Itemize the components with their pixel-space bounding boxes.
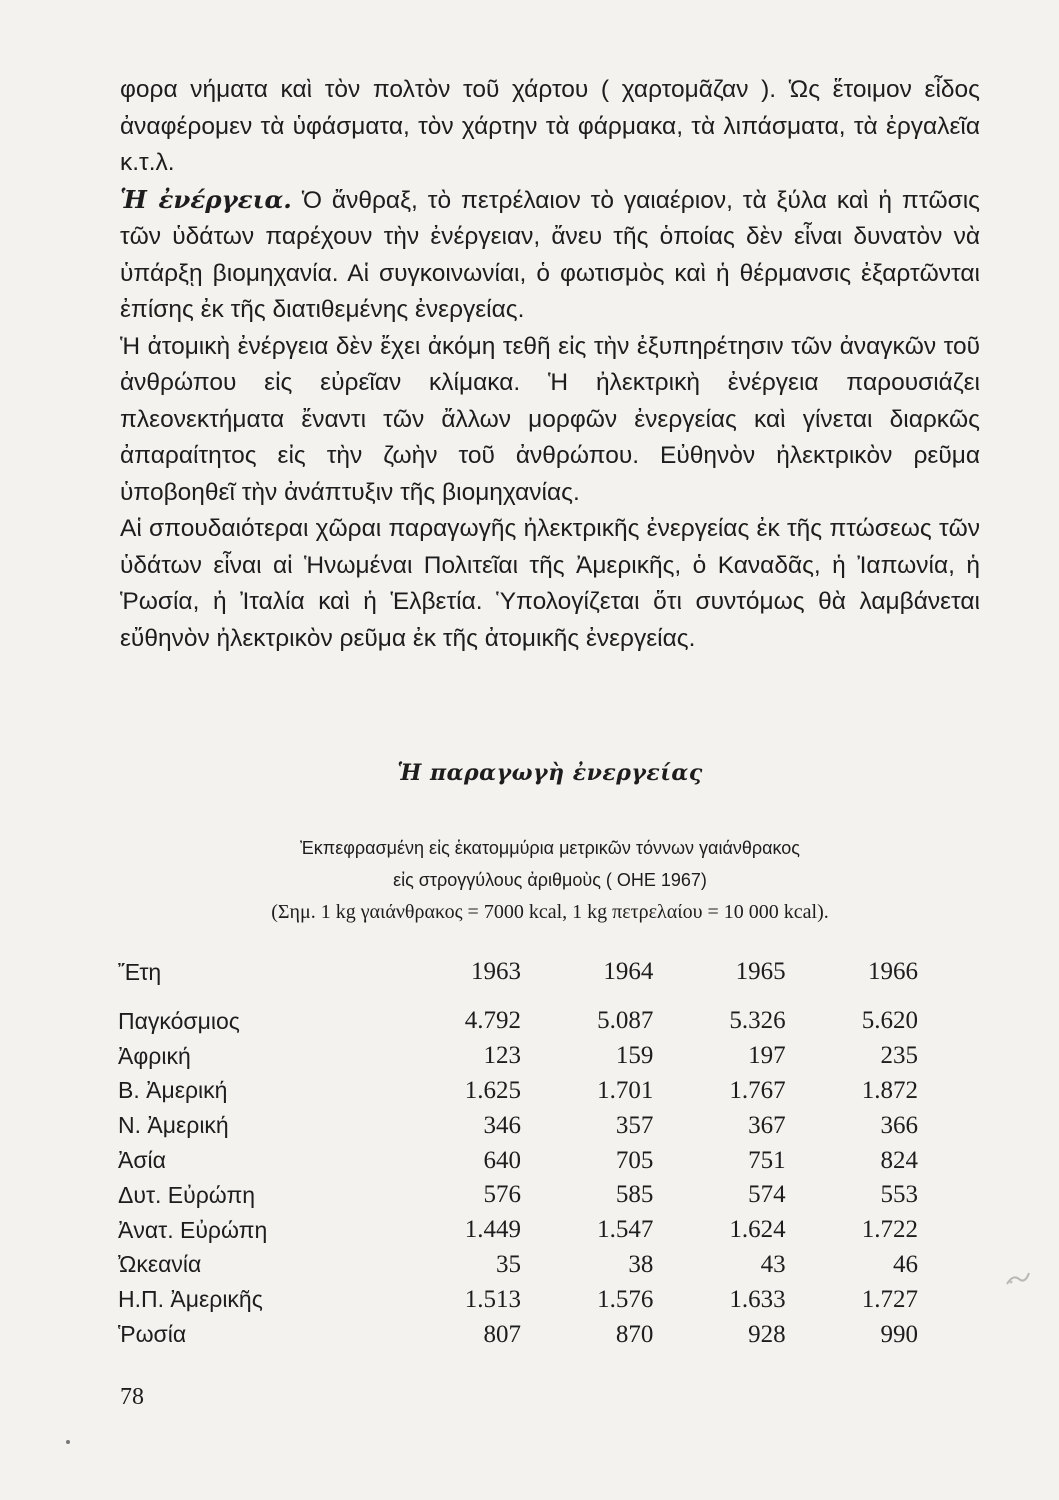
production-value: 346: [483, 1111, 521, 1139]
production-value: 1.701: [597, 1076, 654, 1104]
paragraph-1: φορα νήματα καὶ τὸν πολτὸν τοῦ χάρτου ( χαρτομᾶζαν ). Ὡς ἕτοιμον εἶδος ἀναφέρομεν τὰ ὑφάσματα, τὸν χάρτην τὰ φάρμακα, τὰ λιπάσματα, τὰ ἐργαλεῖα κ.τ.λ.: [120, 76, 980, 176]
region-name: Ἀφρική: [118, 1042, 191, 1069]
production-value: 357: [615, 1111, 654, 1139]
region-name: Δυτ. Εὐρώπη: [118, 1181, 256, 1208]
production-value: 1.625: [464, 1076, 521, 1104]
table-row: [118, 1108, 918, 1143]
table-row: [118, 1248, 918, 1283]
production-value: 807: [483, 1320, 521, 1348]
production-value: 1.633: [729, 1285, 786, 1313]
production-value: 1.727: [861, 1285, 918, 1313]
production-value: 46: [893, 1250, 918, 1278]
table-row: [118, 1143, 918, 1178]
year-header: 1963: [471, 958, 521, 985]
region-name: Ῥωσία: [118, 1321, 187, 1348]
production-value: 640: [483, 1146, 521, 1174]
inline-heading-energy: Ἡ ἐνέργεια.: [120, 184, 292, 214]
page-number: 78: [120, 1384, 144, 1410]
paragraph-atomic: Ἡ ἀτομικὴ ἐνέργεια δὲν ἔχει ἀκόμη τεθῆ εἰς τὴν ἐξυπηρέτησιν τῶν ἀναγκῶν τοῦ ἀνθρώπου εἰς εὐρεῖαν κλίμακα. Ἡ ἠλεκτρικὴ ἐνέργεια παρουσιάζει πλεονεκτήματα ἔναντι τῶν ἄλλων μορφῶν ἐνεργείας καὶ γίνεται διαρκῶς ἀπαραίτητος εἰς τὴν ζωὴν τοῦ ἀνθρώπου. Εὐθηνὸν ἠλεκτρικὸν ρεῦμα ὑποβοηθεῖ τὴν ἀνάπτυξιν τῆς βιομηχανίας.: [120, 332, 980, 506]
production-value: 870: [615, 1320, 654, 1348]
body-text: [120, 72, 980, 657]
production-value: 574: [748, 1181, 786, 1209]
production-value: 5.326: [729, 1007, 786, 1035]
paragraph-hydro: Αἱ σπουδαιότεραι χῶραι παραγωγῆς ἠλεκτρικῆς ἐνεργείας ἐκ τῆς πτώσεως τῶν ὑδάτων εἶναι αἱ Ἡνωμέναι Πολιτεῖαι τῆς Ἀμερικῆς, ὁ Καναδᾶς, ἡ Ἰαπωνία, ἡ Ῥωσία, ἡ Ἰταλία καὶ ἡ Ἑλβετία. Ὑπολογίζεται ὅτι συντόμως θὰ λαμβάνεται εὔθηνὸν ἠλεκτρικὸν ρεῦμα ἐκ τῆς ἀτομικῆς ἐνεργείας.: [120, 515, 980, 652]
production-value: 705: [615, 1146, 654, 1174]
table-row: [118, 1213, 918, 1248]
production-value: 1.767: [729, 1076, 786, 1104]
production-value: 1.576: [597, 1285, 654, 1313]
region-name: Η.Π. Ἀμερικῆς: [118, 1286, 263, 1313]
ink-smudge: [1005, 1270, 1031, 1288]
year-header: 1964: [603, 958, 654, 985]
table-row: [118, 1074, 918, 1109]
production-value: 576: [483, 1181, 521, 1209]
region-name: Ἀσία: [118, 1147, 166, 1174]
table-row: [118, 1282, 918, 1317]
table-spacer: [118, 992, 918, 1004]
production-value: 1.547: [597, 1216, 654, 1244]
production-value: 123: [483, 1042, 521, 1070]
region-name: Ν. Ἀμερική: [118, 1112, 229, 1139]
production-value: 5.620: [861, 1007, 918, 1035]
paragraph-energy: [120, 182, 980, 329]
production-value: 1.872: [861, 1076, 918, 1104]
production-value: 1.624: [729, 1216, 786, 1244]
production-value: 1.513: [464, 1285, 521, 1313]
production-value: 43: [760, 1250, 786, 1278]
production-value: 990: [880, 1320, 918, 1348]
paragraph-energy-text: Ὁ ἄνθραξ, τὸ πετρέλαιον τὸ γαιαέριον, τὰ ξύλα καὶ ἡ πτῶσις τῶν ὑδάτων παρέχουν τὴν ἐνέργειαν, ἄνευ τῆς ὁποίας δὲν εἶναι δυνατὸν νὰ ὑπάρξῃ βιομηχανία. Αἱ συγκοινωνίαι, ὁ φωτισμὸς καὶ ἡ θέρμανσις ἐξαρτῶνται ἐπίσης ἐκ τῆς διατιθεμένης ἐνεργείας.: [120, 186, 980, 323]
subtitle-line-1: Ἐκπεφρασμένη εἰς ἑκατομμύρια μετρικῶν τόννων γαιάνθρακος: [300, 838, 800, 858]
table-row: [118, 1317, 918, 1352]
production-value: 928: [748, 1320, 786, 1348]
production-value: 824: [880, 1146, 918, 1174]
production-value: 38: [628, 1250, 654, 1278]
region-name: Β. Ἀμερική: [118, 1077, 228, 1104]
subtitle-line-3: (Σημ. 1 kg γαιάνθρακος = 7000 kcal, 1 kg πετρελαίου = 10 000 kcal).: [271, 901, 829, 923]
year-header: 1965: [735, 958, 786, 985]
table-row: [118, 1178, 918, 1213]
production-value: 4.792: [464, 1007, 521, 1035]
production-value: 197: [748, 1042, 786, 1070]
year-header: 1966: [868, 958, 918, 985]
region-name: Ἀνατ. Εὐρώπη: [118, 1216, 268, 1243]
region-name: Ὠκεανία: [118, 1251, 202, 1278]
subtitle-line-2: εἰς στρογγύλους ἀριθμοὺς ( ΟΗΕ 1967): [393, 870, 707, 890]
header-label: Ἔτη: [118, 958, 162, 985]
production-value: 585: [615, 1181, 654, 1209]
table-row: [118, 1039, 918, 1074]
production-value: 159: [615, 1042, 654, 1070]
production-value: 553: [880, 1181, 918, 1209]
paper-speck: [66, 1440, 70, 1444]
region-name: Παγκόσμιος: [118, 1007, 240, 1034]
table-title: Ἡ παραγωγὴ ἐνεργείας: [397, 760, 703, 786]
production-value: 1.449: [464, 1216, 521, 1244]
table-subtitle: [120, 832, 980, 928]
production-value: 5.087: [597, 1007, 654, 1035]
production-value: 235: [880, 1042, 918, 1070]
table-header-row: [118, 952, 918, 992]
production-value: 751: [748, 1146, 786, 1174]
energy-production-table: [118, 952, 918, 1352]
production-value: 366: [880, 1111, 918, 1139]
production-value: 35: [496, 1250, 521, 1278]
production-value: 367: [748, 1111, 786, 1139]
production-value: 1.722: [861, 1216, 918, 1244]
table-row: [118, 1004, 918, 1039]
